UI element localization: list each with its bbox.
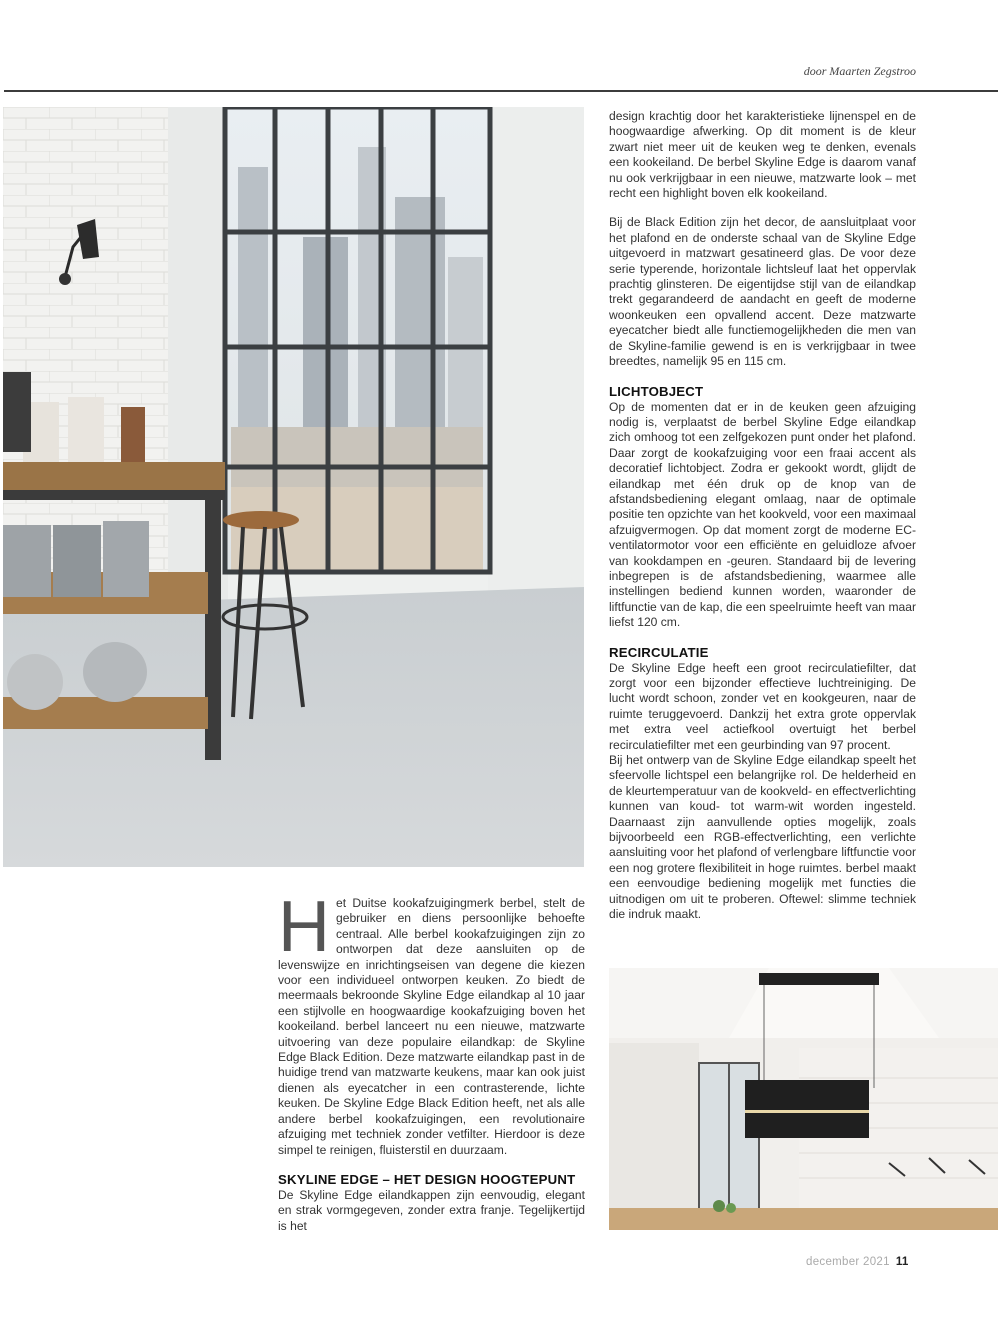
- issue-date: december 2021: [806, 1256, 890, 1268]
- byline: door Maarten Zegstroo: [803, 64, 916, 78]
- heading-lichtobject: LICHTOBJECT: [609, 383, 704, 399]
- heading-recirculatie: RECIRCULATIE: [609, 644, 709, 660]
- lichtobject-paragraph: Op de momenten dat er in de keuken geen afzuiging nodig is, verplaatst de berbel Skyline Edge eilandkap zich omhoog tot een zelfgekozen punt onder het plafond. Daar zorgt de kookafzuiging voor een fraai accent als decoratief lichtobject. Zodra er gekookt wordt, glijdt de eilandkap met één druk op de knop van de afstandsbediening elegant omlaag, naar de optimale positie ten opzichte van het kookveld, voor een maximaal afzuigvermogen. Op dat moment zorgt de moderne EC-ventilatormotor voor een efficiënte en geluidloze afvoer van kookdampen en -geuren. Standaard bij de levering inbegrepen is de afstandsbediening, waarmee alle instellingen bediend kunnen worden, waaronder de liftfunctie van de kap, die een speelruimte heeft van maar liefst 120 cm.: [609, 399, 916, 630]
- heading-design: SKYLINE EDGE – HET DESIGN HOOGTEPUNT: [278, 1171, 576, 1187]
- header-rule: [4, 90, 998, 92]
- recirculatie-paragraph-2: Bij het ontwerp van de Skyline Edge eilandkap speelt het sfeervolle lichtspel een belangrijke rol. De helderheid en de kleurtemperatuur van de kookveld- en effectverlichting kunnen van koud- tot warm-wit worden ingesteld. Daarnaast zijn aanvullende opties mogelijk, zoals bijvoorbeeld een RGB-effectverlichting, een verlichte aansluiting voor het plafond of verlengbare liftfunctie voor een nog grotere flexibiliteit in hoge ruimtes. berbel maakt een eenvoudige bediening mogelijk met functies die uitnodigen om uit te proberen. Oftewel: slimme techniek die indruk maakt.: [609, 753, 916, 922]
- design-paragraph-cont: design krachtig door het karakteristieke lijnenspel en de hoogwaardige afwerking. Op dit moment is de kleur zwart niet meer uit de keuken weg te denken, evenals een kookeiland. De berbel Skyline Edge is daarom vanaf nu ook verkrijgbaar in een nieuwe, matzwarte look – met recht een highlight boven elk kookeiland.: [609, 109, 916, 201]
- design-paragraph-2: Bij de Black Edition zijn het decor, de aansluitplaat voor het plafond en de onderste schaal van de Skyline Edge uitgevoerd in matzwart gesatineerd glas. De voor deze serie typerende, horizontale lichtsleuf laat het oppervlak prachtig glinsteren. De eigentijdse stijl van de eilandkap trekt gegarandeerd de aandacht en geeft de moderne woonkeuken een opvallend accent. Deze matzwarte eyecatcher biedt alle functiemogelijkheden die men van de Skyline-familie gewend is en is verkrijgbaar in twee breedtes, namelijk 95 en 115 cm.: [609, 215, 916, 369]
- recirculatie-paragraph: De Skyline Edge heeft een groot recirculatiefilter, dat zorgt voor een bijzonder effectieve luchtreiniging. De lucht wordt schoon, zonder vet en kookgeuren, naar de ruimte teruggevoerd. Dankzij het extra grote oppervlak met extra veel actiefkool overtuigt het berbel recirculatiefilter met een geurbinding van 97 procent.: [609, 660, 916, 752]
- range-hood-photo: [609, 968, 998, 1230]
- intro-paragraph: [278, 887, 585, 1158]
- page-footer: [806, 1256, 909, 1268]
- right-column: [609, 109, 916, 937]
- page-number: 11: [895, 1256, 909, 1268]
- intro-text: et Duitse kookafzuigingmerk berbel, stelt de gebruiker en diens persoonlijke behoefte centraal. Alle berbel kookafzuigingen zijn zo ontworpen dat deze aansluiten op de levenswijze en inrichtingseisen van degene die kiezen voor een individueel ontworpen keuken. Zo biedt de meermaals bekroonde Skyline Edge eilandkap al 10 jaar een stijlvolle en hoogwaardige kookafzuiging boven het kookeiland. berbel lanceert nu een nieuwe, matzwarte uitvoering van deze populaire eilandkap: de Skyline Edge Black Edition. Deze matzwarte eilandkap past in de huidige trend van matzwarte keukens, maar kan ook juist dienen als eyecatcher in een contrasterende, lichte keuken. De Skyline Edge Black Edition heeft, net als alle andere berbel kookafzuigingen, een revolutionaire afzuiging met techniek zonder vetfilter. Hierdoor is deze simpel te reinigen, fluisterstil en duurzaam.: [278, 896, 585, 1157]
- dropcap: H: [278, 887, 330, 967]
- hero-kitchen-photo: [3, 107, 584, 867]
- left-column: [278, 887, 585, 1234]
- design-paragraph-start: De Skyline Edge eilandkappen zijn eenvoudig, elegant en strak vormgegeven, zonder extra franje. Tegelijkertijd is het: [278, 1187, 585, 1233]
